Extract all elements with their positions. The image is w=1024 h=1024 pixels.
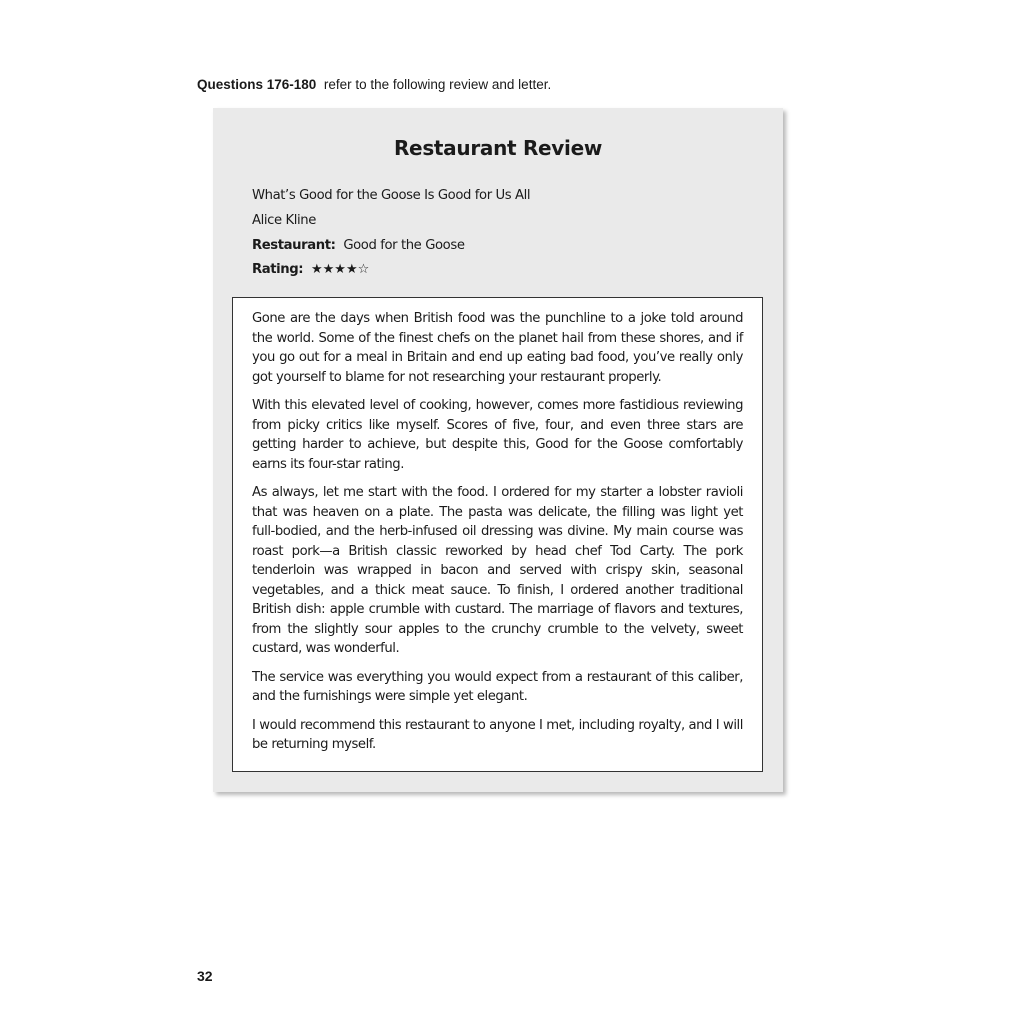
- author-name: Alice Kline: [252, 213, 316, 228]
- review-card: [213, 108, 783, 792]
- restaurant-line: [252, 238, 465, 253]
- review-paragraph: With this elevated level of cooking, however, comes more fastidious reviewing from picky critics like myself. Scores of five, four, and even three stars are getting harder to achieve, but despite this, Good for the Goose comfortably earns its four-star rating.: [252, 398, 743, 472]
- review-paragraph: Gone are the days when British food was the punchline to a joke told around the world. Some of the finest chefs on the planet hail from these shores, and if you go out for a meal in Britain and end up eating bad food, you’ve really only got yourself to blame for not researching your restaurant properly.: [252, 311, 743, 385]
- rating-line: [252, 262, 369, 277]
- article-title: What’s Good for the Goose Is Good for Us All: [252, 188, 531, 203]
- rating-label: Rating:: [252, 262, 304, 277]
- rating-stars: ★★★★☆: [310, 262, 370, 277]
- page-number: 32: [197, 968, 213, 984]
- review-paragraph: I would recommend this restaurant to anyone I met, including royalty, and I will be returning myself.: [252, 717, 743, 752]
- review-body: [232, 297, 763, 772]
- questions-range-label: Questions 176-180: [197, 77, 317, 92]
- review-heading: Restaurant Review: [393, 136, 603, 160]
- review-paragraph: As always, let me start with the food. I ordered for my starter a lobster ravioli that was heaven on a plate. The pasta was delicate, the filling was light yet full-bodied, and the herb-infused oil dressing was divine. My main course was roast pork—a British classic reworked by head chef Tod Carty. The pork tenderloin was wrapped in bacon and served with crispy skin, seasonal vegetables, and a thick meat sauce. To finish, I ordered another traditional British dish: apple crumble with custard. The marriage of flavors and textures, from the slightly sour apples to the crunchy crumble to the velvety, sweet custard, was wonderful.: [252, 485, 743, 656]
- question-instruction: [197, 77, 551, 92]
- restaurant-label: Restaurant:: [252, 238, 336, 253]
- review-paragraph: The service was everything you would expect from a restaurant of this caliber, and the furnishings were simple yet elegant.: [252, 669, 743, 704]
- restaurant-name: Good for the Goose: [343, 238, 465, 253]
- instruction-text: refer to the following review and letter.: [323, 77, 552, 92]
